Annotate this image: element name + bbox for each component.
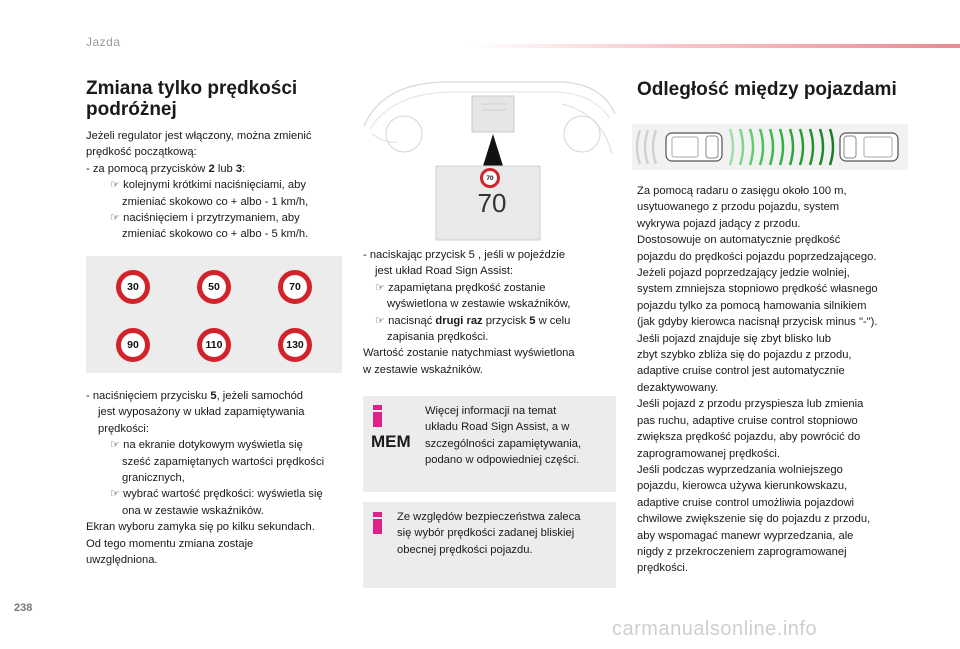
- right-text-line: pojazdu, kierowca używa kierunkowskazu,: [637, 480, 848, 493]
- right-text-line: zbyt szybko zbliża się do pojazdu z przodu,: [637, 349, 852, 362]
- right-text-line: aby wspomagać manewr wyprzedzania, ale: [637, 529, 854, 542]
- left-intro-text: Jeżeli regulator jest włączony, można zmienić prędkość początkową: - za pomocą przycisków 2 lub 3: ☞ kolejnymi krótkimi naciśnięciami, aby zmieniać skokowo co + albo - 1 km/h, ☞ naciśnięciem i przytrzymaniem, aby zmieniać skokowo co + albo - 5 km/h.: [86, 128, 356, 243]
- right-body-text: [637, 183, 937, 577]
- right-text-line: (jak gdyby kierowca nacisnął przycisk minus "-").: [637, 316, 878, 329]
- speed-sign-130: 130: [278, 328, 312, 362]
- right-text-line: system zmniejsza stopniowo prędkość własnego: [637, 283, 878, 296]
- bullet-second-press: ☞ nacisnąć drugi raz przycisk 5 w celu: [375, 314, 571, 327]
- right-text-line: nigdy z przekroczeniem zaprogramowanej: [637, 545, 847, 558]
- watermark: carmanualsonline.info: [612, 618, 818, 640]
- speed-sign-50: 50: [197, 270, 231, 304]
- left-heading: Zmiana tylko prędkości podróżnej: [86, 78, 298, 120]
- info-icon: [373, 512, 382, 534]
- bullet-buttons-2-3: - za pomocą przycisków 2 lub 3:: [86, 162, 246, 175]
- right-text-line: pas ruchu, adaptive cruise control stopniowo: [637, 414, 858, 427]
- speed-signs-panel: [86, 256, 342, 373]
- right-text-line: Jeśli pojazd z przodu przyspiesza lub zmienia: [637, 398, 864, 411]
- right-text-line: adaptive cruise control umożliwia pojazdowi: [637, 496, 855, 509]
- right-text-line: prędkości.: [637, 562, 688, 575]
- right-text-line: Jeżeli pojazd poprzedzający jedzie wolniej,: [637, 267, 850, 280]
- right-text-line: Jeśli pojazd znajduje się zbyt blisko lub: [637, 332, 832, 345]
- speed-sign-30: 30: [116, 270, 150, 304]
- middle-road-sign-text: - naciskając przycisk 5 , jeśli w pojeździe jest układ Road Sign Assist: ☞ zapamiętana prędkość zostanie wyświetlona w zestawie wskaźników, ☞ nacisnąć drugi raz przycisk 5 w celu zapisania prędkości. Wartość zostanie natychmiast wyświetlona w zestawie wskaźników.: [363, 247, 625, 378]
- speed-sign-90: 90: [116, 328, 150, 362]
- left-memory-text: - naciśnięciem przycisku 5, jeżeli samochód jest wyposażony w układ zapamiętywania prędkości: ☞ na ekranie dotykowym wyświetla się sześć zapamiętanych wartości prędkości granicznych, ☞ wybrać wartość prędkości: wyświetla się ona w zestawie wskaźników. Ekran wyboru zamyka się po kilku sekundach. Od tego momentu zmiana zostaje uwzględniona.: [86, 388, 356, 568]
- info-icon: [373, 405, 382, 427]
- right-text-line: Dostosowuje on automatycznie prędkość: [637, 234, 841, 247]
- right-text-line: Za pomocą radaru o zasięgu około 100 m,: [637, 185, 847, 197]
- right-text-line: zwiększa prędkość pojazdu, aby powrócić do: [637, 431, 861, 444]
- section-title: Jazda: [86, 35, 121, 49]
- right-text-line: dezaktywowany.: [637, 381, 719, 394]
- right-text-line: adaptive cruise control jest automatycznie: [637, 365, 845, 378]
- display-speed-sign: 70: [480, 168, 500, 188]
- info-box-safety: Ze względów bezpieczeństwa zaleca się wybór prędkości zadanej bliskiej obecnej prędkości pojazdu.: [363, 502, 616, 588]
- right-text-line: pojazdu tylko za pomocą hamowania silnikiem: [637, 299, 867, 312]
- speed-sign-70: 70: [278, 270, 312, 304]
- right-heading: Odległość między pojazdami: [637, 79, 897, 100]
- header-gradient-bar: [470, 44, 960, 48]
- display-speed-value: 70: [477, 188, 507, 218]
- right-text-line: chwilowe zwiększenie się do pojazdu z przodu,: [637, 513, 871, 526]
- right-text-line: Jeśli podczas wyprzedzania wolniejszego: [637, 463, 843, 476]
- page-number: 238: [14, 602, 33, 614]
- right-text-line: wykrywa pojazd jadący z przodu.: [637, 217, 801, 230]
- right-text-line: zaprogramowanej prędkości.: [637, 447, 781, 460]
- info-box-mem: MEM Więcej informacji na temat układu Road Sign Assist, a w szczególności zapamiętywania, podano w odpowiedniej części.: [363, 396, 616, 492]
- right-text-line: usytuowanego z przodu pojazdu, system: [637, 201, 840, 214]
- bullet-button-5: - naciśnięciem przycisku 5, jeżeli samochód: [86, 390, 304, 402]
- right-text-line: pojazdu do prędkości pojazdu poprzedzającego.: [637, 250, 877, 263]
- speed-sign-110: 110: [197, 328, 231, 362]
- mem-label: MEM: [371, 432, 411, 451]
- vehicles-distance-illustration: [632, 124, 908, 170]
